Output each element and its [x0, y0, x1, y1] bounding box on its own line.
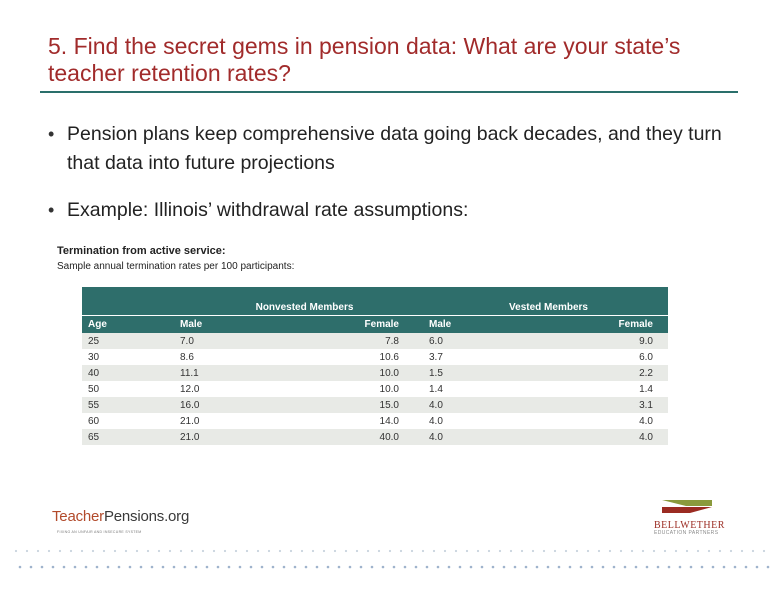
decorative-dot: [290, 550, 292, 552]
decorative-dot: [477, 550, 479, 552]
decorative-dot: [371, 566, 374, 569]
decorative-dot: [521, 550, 523, 552]
table-body: [82, 333, 668, 445]
decorative-dot: [180, 550, 182, 552]
decorative-dot: [723, 566, 726, 569]
cell-nonvested-male: 12.0: [180, 381, 298, 397]
decorative-dot: [70, 550, 72, 552]
logo-pensions-text: Pensions.org: [103, 508, 190, 525]
decorative-dot: [356, 550, 358, 552]
cell-vested-female: 6.0: [548, 349, 668, 365]
decorative-dot: [543, 550, 545, 552]
decorative-dot: [345, 550, 347, 552]
cell-nonvested-male: 21.0: [180, 413, 298, 429]
bullet-list: [48, 120, 738, 243]
decorative-dot: [15, 550, 17, 552]
decorative-dot: [712, 566, 715, 569]
decorative-dot: [272, 566, 275, 569]
cell-nonvested-female: 15.0: [298, 397, 429, 413]
decorative-dot: [646, 566, 649, 569]
decorative-dot: [294, 566, 297, 569]
decorative-dot: [591, 566, 594, 569]
decorative-dot: [184, 566, 187, 569]
decorative-dot: [213, 550, 215, 552]
decorative-dot: [389, 550, 391, 552]
decorative-dot: [96, 566, 99, 569]
decorative-dot: [228, 566, 231, 569]
decorative-dot: [554, 550, 556, 552]
cell-vested-male: 6.0: [429, 333, 548, 349]
cell-nonvested-male: 16.0: [180, 397, 298, 413]
decorative-dot: [327, 566, 330, 569]
decorative-dot: [393, 566, 396, 569]
decorative-dot: [81, 550, 83, 552]
decorative-dot: [657, 566, 660, 569]
decorative-dot: [635, 566, 638, 569]
decorative-dot: [360, 566, 363, 569]
decorative-dot: [158, 550, 160, 552]
decorative-dot: [30, 566, 33, 569]
cell-age: 30: [82, 349, 180, 365]
decorative-dot: [26, 550, 28, 552]
cell-vested-female: 1.4: [548, 381, 668, 397]
decorative-dot: [587, 550, 589, 552]
cell-nonvested-male: 21.0: [180, 429, 298, 445]
decorative-dots-bottom: [0, 563, 780, 571]
cell-vested-female: 4.0: [548, 413, 668, 429]
decorative-dot: [239, 566, 242, 569]
decorative-dot: [433, 550, 435, 552]
decorative-dot: [734, 566, 737, 569]
decorative-dot: [349, 566, 352, 569]
decorative-dot: [547, 566, 550, 569]
decorative-dot: [697, 550, 699, 552]
group-header-vested: Vested Members: [429, 287, 668, 316]
column-header-nonvested-female: Female: [298, 316, 429, 334]
decorative-dot: [257, 550, 259, 552]
decorative-dot: [59, 550, 61, 552]
decorative-dot: [173, 566, 176, 569]
decorative-dot: [305, 566, 308, 569]
decorative-dot: [195, 566, 198, 569]
decorative-dot: [316, 566, 319, 569]
decorative-dot: [510, 550, 512, 552]
teacherpensions-tagline: FIXING AN UNFAIR AND INSECURE SYSTEM: [57, 530, 142, 534]
decorative-dot: [268, 550, 270, 552]
title-divider: [40, 91, 738, 93]
decorative-dot: [118, 566, 121, 569]
cell-nonvested-male: 11.1: [180, 365, 298, 381]
decorative-dot: [422, 550, 424, 552]
decorative-dot: [448, 566, 451, 569]
decorative-dot: [455, 550, 457, 552]
column-header-vested-male: Male: [429, 316, 548, 334]
decorative-dot: [763, 550, 765, 552]
decorative-dot: [499, 550, 501, 552]
decorative-dot: [224, 550, 226, 552]
decorative-dot: [675, 550, 677, 552]
cell-age: 60: [82, 413, 180, 429]
decorative-dot: [719, 550, 721, 552]
cell-age: 65: [82, 429, 180, 445]
decorative-dot: [41, 566, 44, 569]
decorative-dot: [745, 566, 748, 569]
decorative-dot: [514, 566, 517, 569]
decorative-dot: [580, 566, 583, 569]
column-header-nonvested-male: Male: [180, 316, 298, 334]
decorative-dot: [620, 550, 622, 552]
decorative-dots-top: [0, 547, 780, 555]
decorative-dot: [609, 550, 611, 552]
decorative-dot: [261, 566, 264, 569]
decorative-dot: [679, 566, 682, 569]
cell-age: 50: [82, 381, 180, 397]
teacherpensions-logo: [52, 508, 189, 525]
decorative-dot: [74, 566, 77, 569]
decorative-dot: [503, 566, 506, 569]
decorative-dot: [653, 550, 655, 552]
decorative-dot: [488, 550, 490, 552]
decorative-dot: [151, 566, 154, 569]
decorative-dot: [741, 550, 743, 552]
cell-vested-male: 4.0: [429, 429, 548, 445]
decorative-dot: [466, 550, 468, 552]
decorative-dot: [569, 566, 572, 569]
decorative-dot: [147, 550, 149, 552]
slide-title: 5. Find the secret gems in pension data: What are your state’s teacher retention rates?: [48, 33, 681, 86]
decorative-dot: [756, 566, 759, 569]
cell-vested-male: 1.5: [429, 365, 548, 381]
decorative-dot: [470, 566, 473, 569]
decorative-dot: [169, 550, 171, 552]
decorative-dot: [558, 566, 561, 569]
decorative-dot: [378, 550, 380, 552]
table-row: [82, 397, 668, 413]
decorative-dot: [492, 566, 495, 569]
decorative-dot: [437, 566, 440, 569]
decorative-dot: [576, 550, 578, 552]
decorative-dot: [525, 566, 528, 569]
cell-nonvested-female: 10.0: [298, 365, 429, 381]
decorative-dot: [565, 550, 567, 552]
header-spacer: [82, 287, 180, 316]
decorative-dot: [367, 550, 369, 552]
cell-nonvested-male: 7.0: [180, 333, 298, 349]
cell-nonvested-female: 14.0: [298, 413, 429, 429]
decorative-dot: [63, 566, 66, 569]
decorative-dot: [136, 550, 138, 552]
decorative-dot: [191, 550, 193, 552]
decorative-dot: [701, 566, 704, 569]
table-row: [82, 381, 668, 397]
decorative-dot: [114, 550, 116, 552]
decorative-dot: [107, 566, 110, 569]
cell-vested-male: 1.4: [429, 381, 548, 397]
cell-nonvested-female: 7.8: [298, 333, 429, 349]
decorative-dot: [752, 550, 754, 552]
table-row: [82, 413, 668, 429]
termination-rates-table: [82, 287, 668, 445]
cell-nonvested-female: 10.6: [298, 349, 429, 365]
decorative-dot: [730, 550, 732, 552]
decorative-dot: [668, 566, 671, 569]
cell-nonvested-female: 10.0: [298, 381, 429, 397]
decorative-dot: [411, 550, 413, 552]
decorative-dot: [140, 566, 143, 569]
cell-age: 25: [82, 333, 180, 349]
decorative-dot: [206, 566, 209, 569]
decorative-dot: [532, 550, 534, 552]
decorative-dot: [426, 566, 429, 569]
cell-age: 55: [82, 397, 180, 413]
decorative-dot: [217, 566, 220, 569]
decorative-dot: [767, 566, 770, 569]
bullet-item: • Pension plans keep comprehensive data going back decades, and they turn that data into future projections: [48, 120, 738, 178]
decorative-dot: [624, 566, 627, 569]
group-header-nonvested: Nonvested Members: [180, 287, 429, 316]
table-row: [82, 333, 668, 349]
decorative-dot: [481, 566, 484, 569]
decorative-dot: [459, 566, 462, 569]
decorative-dot: [690, 566, 693, 569]
decorative-dot: [686, 550, 688, 552]
decorative-dot: [202, 550, 204, 552]
cell-age: 40: [82, 365, 180, 381]
decorative-dot: [642, 550, 644, 552]
decorative-dot: [19, 566, 22, 569]
decorative-dot: [235, 550, 237, 552]
decorative-dot: [536, 566, 539, 569]
table-row: [82, 365, 668, 381]
decorative-dot: [415, 566, 418, 569]
decorative-dot: [323, 550, 325, 552]
table-row: [82, 349, 668, 365]
column-header-age: Age: [82, 316, 180, 334]
decorative-dot: [444, 550, 446, 552]
cell-vested-male: 3.7: [429, 349, 548, 365]
decorative-dot: [250, 566, 253, 569]
table-row: [82, 429, 668, 445]
decorative-dot: [92, 550, 94, 552]
cell-vested-female: 2.2: [548, 365, 668, 381]
decorative-dot: [404, 566, 407, 569]
bellwether-flag-icon: [650, 496, 730, 518]
cell-vested-male: 4.0: [429, 413, 548, 429]
cell-nonvested-male: 8.6: [180, 349, 298, 365]
decorative-dot: [602, 566, 605, 569]
cell-vested-female: 9.0: [548, 333, 668, 349]
cell-vested-female: 4.0: [548, 429, 668, 445]
decorative-dot: [400, 550, 402, 552]
decorative-dot: [334, 550, 336, 552]
table-subtitle: Sample annual termination rates per 100 participants:: [57, 261, 295, 272]
decorative-dot: [613, 566, 616, 569]
decorative-dot: [664, 550, 666, 552]
decorative-dot: [312, 550, 314, 552]
decorative-dot: [52, 566, 55, 569]
decorative-dot: [338, 566, 341, 569]
decorative-dot: [598, 550, 600, 552]
column-header-vested-female: Female: [548, 316, 668, 334]
decorative-dot: [246, 550, 248, 552]
decorative-dot: [283, 566, 286, 569]
decorative-dot: [129, 566, 132, 569]
decorative-dot: [125, 550, 127, 552]
decorative-dot: [85, 566, 88, 569]
decorative-dot: [162, 566, 165, 569]
bullet-item: • Example: Illinois’ withdrawal rate assumptions:: [48, 196, 738, 225]
bellwether-subtitle: EDUCATION PARTNERS: [654, 530, 719, 536]
decorative-dot: [708, 550, 710, 552]
decorative-dot: [37, 550, 39, 552]
decorative-dot: [301, 550, 303, 552]
decorative-dot: [279, 550, 281, 552]
cell-nonvested-female: 40.0: [298, 429, 429, 445]
cell-vested-female: 3.1: [548, 397, 668, 413]
table-title: Termination from active service:: [57, 245, 226, 257]
decorative-dot: [631, 550, 633, 552]
decorative-dot: [382, 566, 385, 569]
bellwether-name: BELLWETHER: [654, 520, 725, 531]
decorative-dot: [48, 550, 50, 552]
cell-vested-male: 4.0: [429, 397, 548, 413]
decorative-dot: [103, 550, 105, 552]
logo-teacher-text: Teacher: [52, 508, 104, 525]
